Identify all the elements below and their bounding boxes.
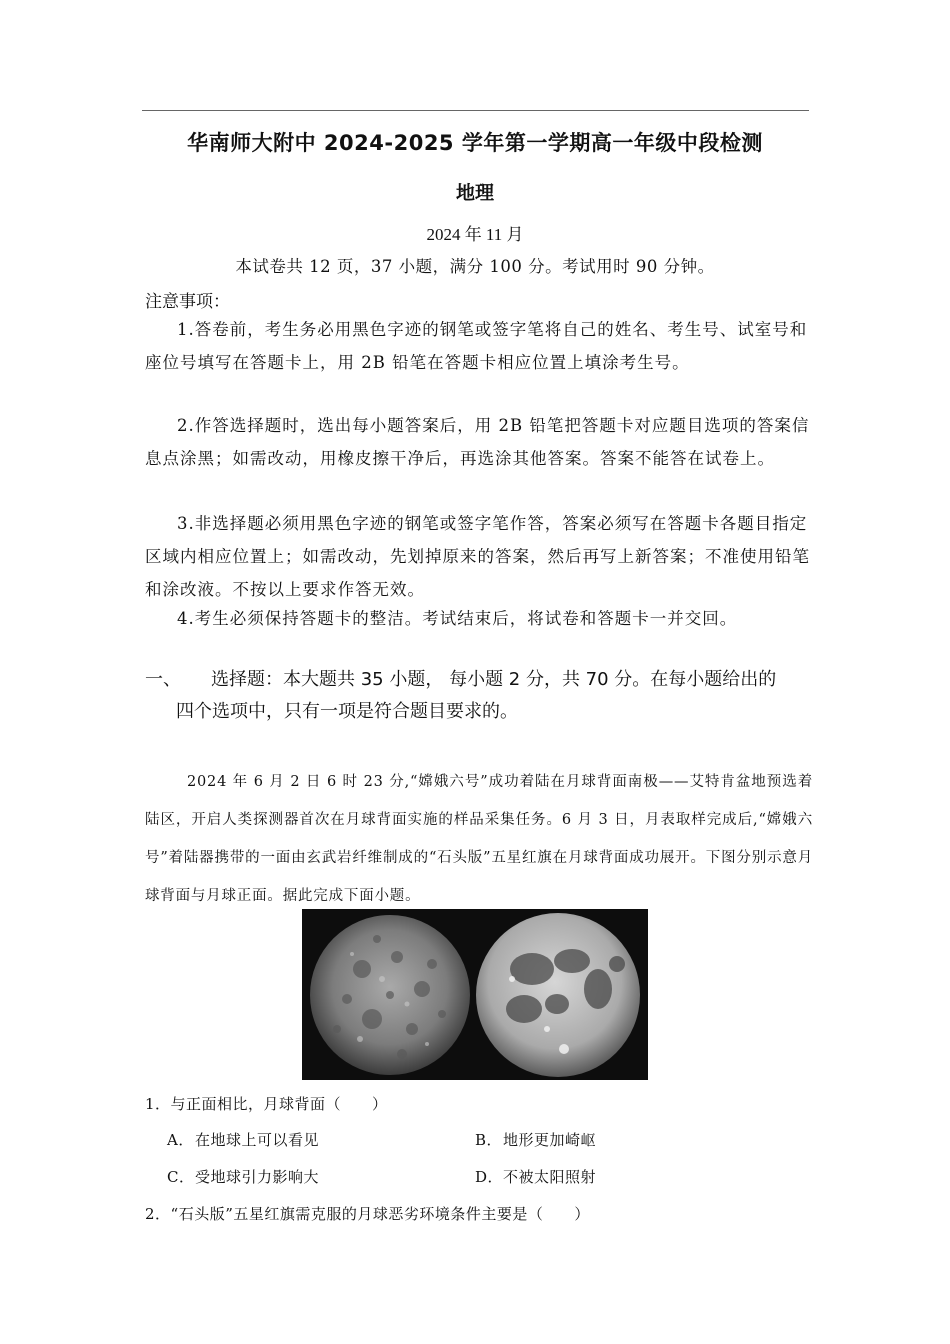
exam-info: 本试卷共 12 页，37 小题，满分 100 分。考试用时 90 分钟。 <box>235 257 715 276</box>
notice-item: 4.考生必须保持答题卡的整洁。考试结束后，将试卷和答题卡一并交回。 <box>177 609 738 628</box>
question-1-option-a[interactable]: A．在地球上可以看见 <box>167 1131 320 1149</box>
question-1-option-d[interactable]: D．不被太阳照射 <box>475 1168 597 1186</box>
section-line-2: 四个选项中，只有一项是符合题目要求的。 <box>176 701 518 722</box>
question-1-option-c[interactable]: C．受地球引力影响大 <box>167 1168 320 1186</box>
exam-title: 华南师大附中 2024-2025 学年第一学期高一年级中段检测 <box>187 131 763 155</box>
question-passage: 2024 年 6 月 2 日 6 时 23 分,“嫦娥六号”成功着陆在月球背面南极——艾特肯盆地预选着陆区，开启人类探测器首次在月球背面实施的样品采集任务。6 月 3 日，月表取样完成后,“嫦娥六号”着陆器携带的一面由玄武岩纤维制成的“石头版”五星红旗在月球背面成功展开。下图分别示意月球背面与月球正面。据此完成下面小题。 <box>145 774 813 904</box>
moon-images-icon <box>302 909 648 1080</box>
section-number: 一、 <box>145 669 181 690</box>
notice-item: 2.作答选择题时，选出每小题答案后，用 2B 铅笔把答题卡对应题目选项的答案信息点涂黑；如需改动，用橡皮擦干净后，再选涂其他答案。答案不能答在试卷上。 <box>145 416 810 468</box>
question-1-option-b[interactable]: B．地形更加崎岖 <box>475 1131 597 1149</box>
exam-date: 2024 年 11 月 <box>426 225 524 244</box>
section-heading <box>145 664 813 728</box>
notice-item: 3.非选择题必须用黑色字迹的钢笔或签字笔作答，答案必须写在答题卡各题目指定区域内相应位置上；如需改动，先划掉原来的答案，然后再写上新答案；不准使用铅笔和涂改液。不按以上要求作答无效。 <box>145 514 810 599</box>
moon-figure <box>302 909 648 1080</box>
header-rule <box>142 110 809 111</box>
subject-title: 地理 <box>455 182 494 204</box>
notice-heading: 注意事项： <box>145 292 230 312</box>
notice-item: 1.答卷前，考生务必用黑色字迹的钢笔或签字笔将自己的姓名、考生号、试室号和座位号填写在答题卡上，用 2B 铅笔在答题卡相应位置上填涂考生号。 <box>145 320 808 372</box>
section-line-1: 选择题：本大题共 35 小题， 每小题 2 分，共 70 分。在每小题给出的 <box>211 669 777 690</box>
question-1-stem: 1．与正面相比，月球背面（ ） <box>145 1095 388 1113</box>
question-2-stem: 2．“石头版”五星红旗需克服的月球恶劣环境条件主要是（ ） <box>145 1205 590 1223</box>
